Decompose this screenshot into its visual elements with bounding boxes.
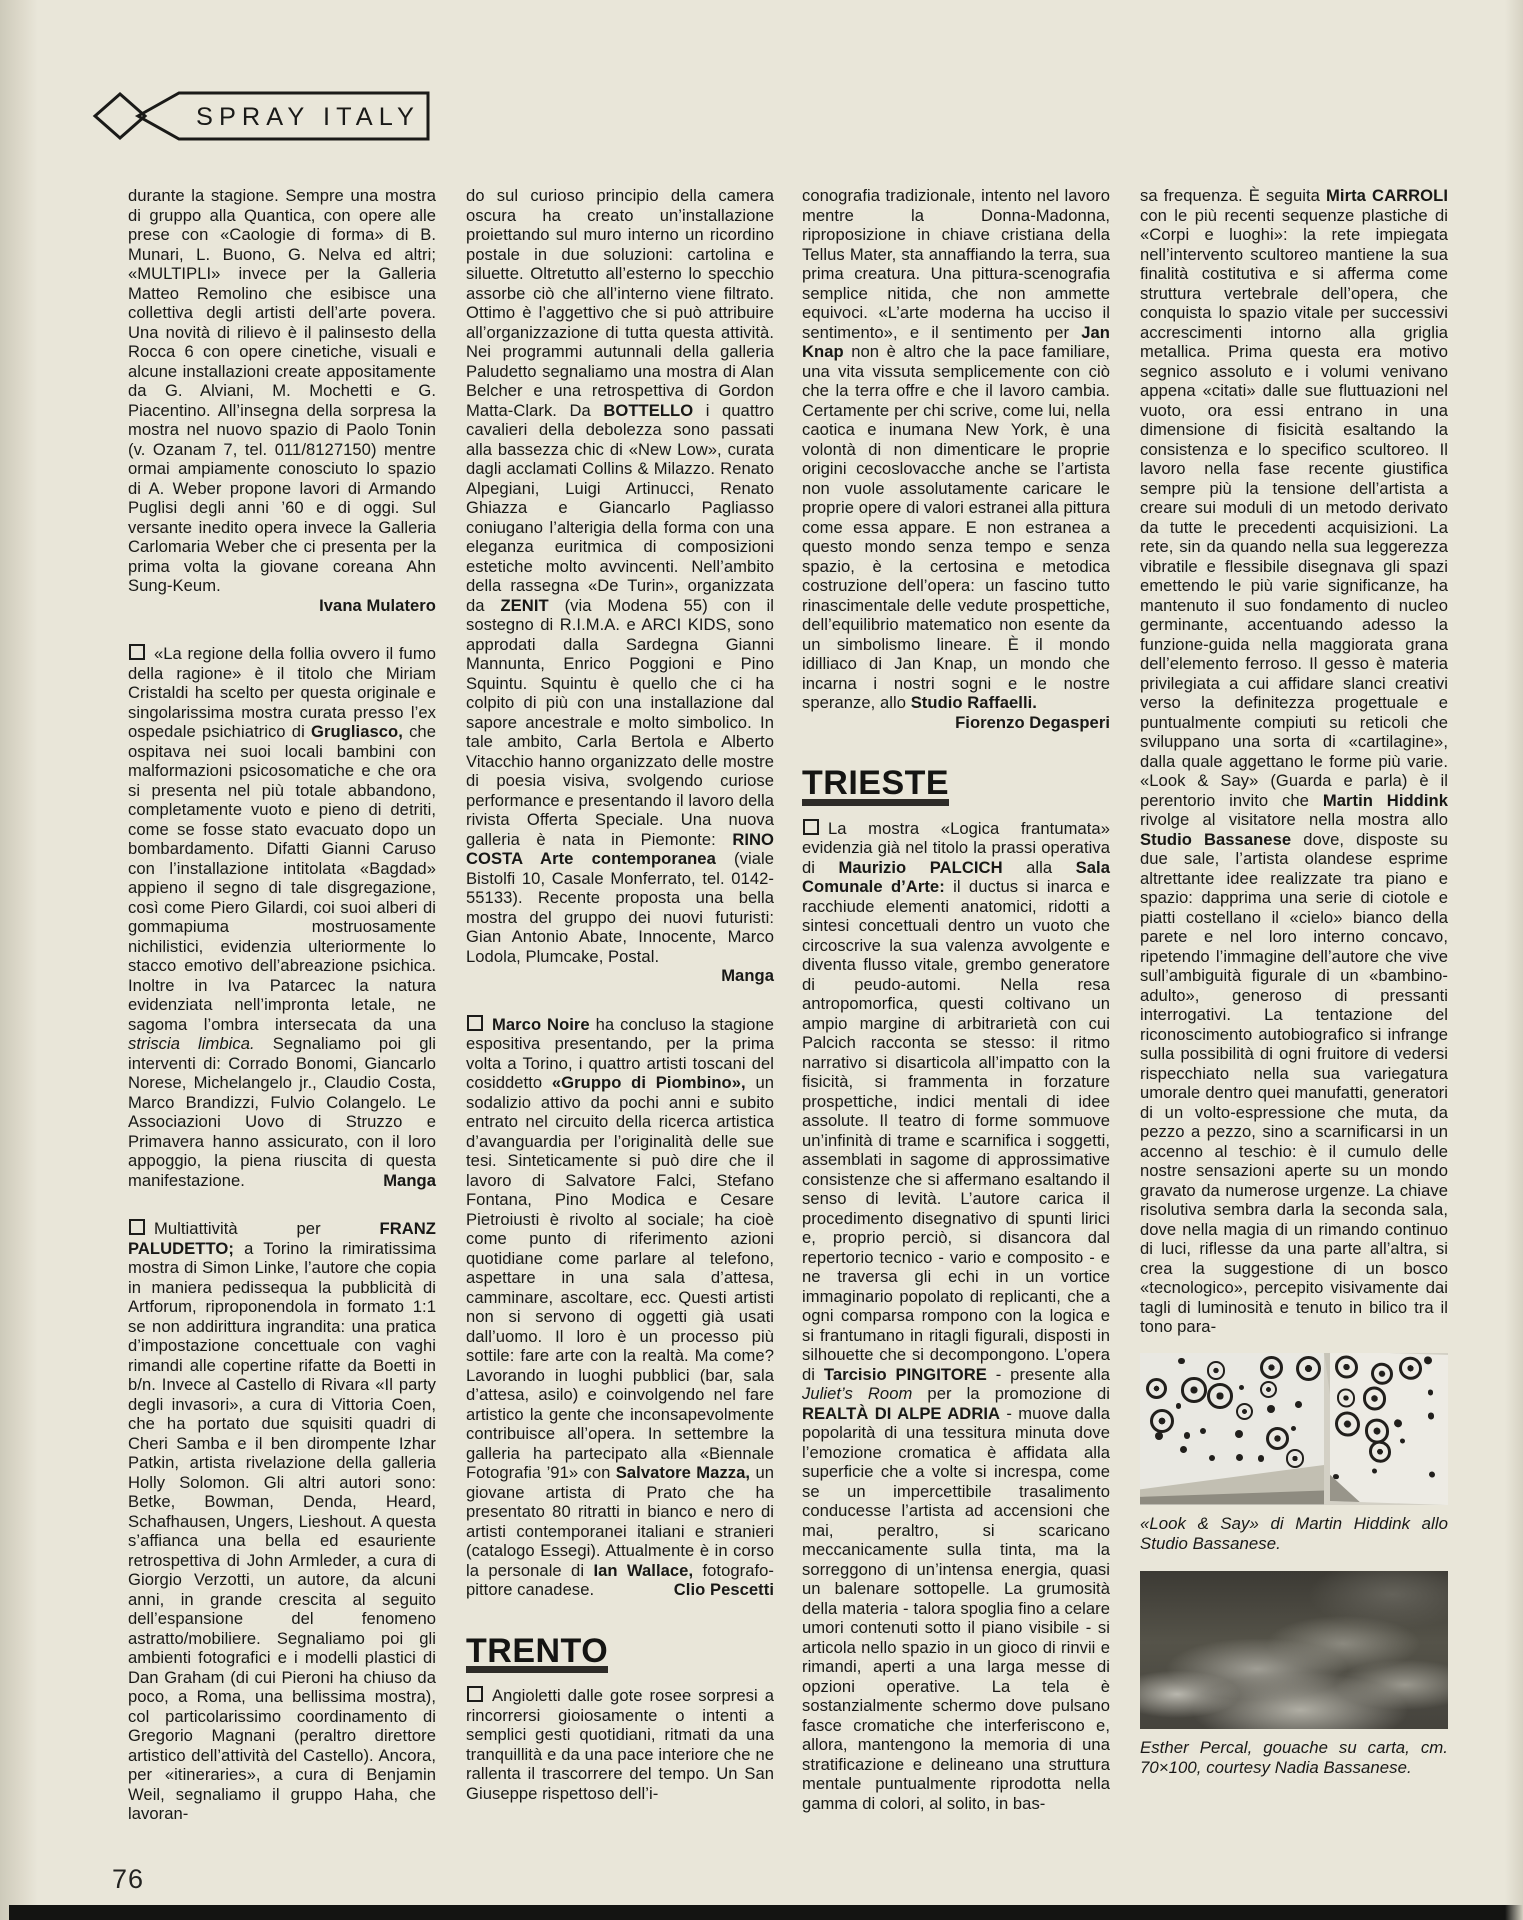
- section-title: SPRAY ITALY: [196, 103, 420, 131]
- body-text: do sul curioso principio della camera oscura ha creato un’installazione proiettando sul muro interno un ricordino postale in due soluzioni: cartolina e siluette. Oltretutto all’esterno lo specchio assorbe ciò che all’interno viene filtrato. Ottimo è l’aggettivo che si può attribuire all’organizzazione di tutta questa attività. Nei programmi autunnali della galleria Paludetto segnaliamo una mostra di Alan Belcher e una retrospettiva di Gordon Matta-Clark. Da: [466, 186, 774, 420]
- plate-dot-icon: [1150, 1409, 1174, 1433]
- plate-dot-icon: [1239, 1385, 1244, 1390]
- spray-italy-banner: [82, 84, 434, 148]
- paragraph: [802, 819, 1110, 1814]
- body-text: ha concluso la stagione espositiva presentando, per la prima volta a Torino, i quattro artisti toscani del cosiddetto: [466, 1014, 774, 1092]
- paragraph: [802, 186, 1110, 713]
- italic-text: Juliet’s Room: [802, 1384, 913, 1403]
- plate-dot-icon: [1178, 1358, 1185, 1365]
- author-signature: Fiorenzo Degasperi: [955, 712, 1110, 732]
- bold-text: Martin Hiddink: [1322, 790, 1448, 810]
- body-text: Segnaliamo poi gli interventi di: Corrado Bonomi, Giancarlo Norese, Michelangelo jr., Claudio Costa, Marco Brandizzi, Fulvio Colangelo. Le Associazioni Uovo di Struzzo e Primavera hanno assicurato, con il loro appoggio, la piena riuscita di questa manifestazione.: [128, 1034, 436, 1190]
- plate-dot-icon: [1335, 1411, 1360, 1437]
- city-heading-text: TRENTO: [466, 1642, 608, 1674]
- italic-text: striscia limbica.: [128, 1034, 255, 1053]
- page-edge-bar: [9, 1905, 1523, 1920]
- plate-dot-icon: [1363, 1386, 1387, 1411]
- body-text: un giovane artista di Prato che ha presentato 80 ritratti in bianco e nero di artisti contemporanei italiani e stranieri (catalogo Essegi). Attualmente è in corso la personale di: [466, 1463, 775, 1580]
- body-text: con le più recenti sequenze plastiche di «Corpi e luoghi»: la rete impiegata nell’intervento scultoreo mantiene la sua finalità costitutiva e si afferma come struttura vertebrale dell’opera, che conquista lo spazio vitale per successivi accrescimenti intorno alla griglia metallica. Prima questa era motivo segnico assoluto e i volumi venivano appena «citati» dalle sue fluttuazioni nel vuoto, ora essi entrano in una dimensione di fisicità esaltando la consistenza e lo specifico scultoreo. Il lavoro nella fase recente giustifica sempre più la tensione dell’artista a creare sui moduli di un metodo derivato da tutte le precedenti acquisizioni. La rete, sin da quando nella sua leggerezza vibratile e flessibile disegnava gli spazi emettendo le più varie significanze, ha mantenuto il suo fondamento di nucleo germinante, accentuando adesso la funzione-guida nella maggiorata grana dell’elemento ferroso. Il gesso è materia privilegiata a cui affidare slanci creativi verso la definitezza progettuale e puntualmente compiuti su reticoli che sviluppano una sorta di «cartilagine», dalla quale aggettano le forme più varie. «Look & Say» (Guarda e parla) è il perentorio invito che: [1140, 205, 1448, 810]
- section-header: [82, 84, 434, 153]
- plate-dot-icon: [1260, 1356, 1283, 1379]
- city-heading: [802, 764, 1110, 806]
- paragraph: [466, 186, 774, 966]
- body-text: Multiattività per: [154, 1219, 380, 1238]
- plate-dot-icon: [1236, 1454, 1243, 1461]
- plate-dot-icon: [1209, 1455, 1215, 1461]
- figure-caption: [1140, 1738, 1448, 1779]
- italic-text: «Look & Say» di Martin Hiddink allo Studio Bassanese.: [1140, 1513, 1448, 1553]
- paragraph: [466, 1015, 774, 1600]
- plate-dot-icon: [1235, 1430, 1243, 1438]
- paragraph: [1140, 186, 1448, 1337]
- plate-dot-icon: [1400, 1438, 1405, 1443]
- city-heading: [466, 1631, 774, 1674]
- paragraph: [128, 186, 436, 596]
- bold-text: Tarcisio PINGITORE: [823, 1364, 987, 1384]
- plate-dot-icon: [1181, 1377, 1206, 1402]
- gallery-wall-right: [1330, 1353, 1448, 1505]
- author-signature: Clio Pescetti: [673, 1580, 774, 1599]
- body-text: conografia tradizionale, intento nel lavoro mentre la Donna-Madonna, riproposizione in chiave cristiana della Tellus Mater, sta annaffiando la terra, sua prima creatura. Una pittura-scenografia semplice nitida, che non ammette equivoci. «L’arte moderna ha ucciso il sentimento», e il sentimento per: [802, 186, 1110, 342]
- bold-text: Studio Bassanese: [1140, 829, 1292, 849]
- checkbox-icon: [467, 1686, 483, 1702]
- plate-dot-icon: [1286, 1449, 1304, 1467]
- plate-dot-icon: [1429, 1471, 1435, 1477]
- plate-dot-icon: [1372, 1467, 1378, 1473]
- body-text: rivolge al visitatore nella mostra allo: [1140, 810, 1448, 829]
- plate-dot-icon: [1428, 1389, 1434, 1395]
- plate-dot-icon: [1200, 1428, 1206, 1434]
- author-signature: Manga: [721, 966, 774, 985]
- bold-text: Sala Comunale d’Arte:: [802, 857, 1110, 896]
- paragraph: [128, 1219, 436, 1824]
- plate-dot-icon: [1207, 1383, 1233, 1409]
- body-text: un sodalizio attivo da pochi anni e subito entrato nel circuito della ricerca artistica d’avanguardia per l’originalità delle sue tesi. Sinteticamente si può dire che il lavoro di Salvatore Falci, Stefano Fontana, Pino Modica e Cesare Pietroiusti è rivolto al sociale; ha cioè come punto di riferimento azioni quotidiane come parlare al telefono, aspettare in una sala d’attesa, camminare, ascoltare, ecc. Questi artisti non si servono di oggetti già usati dall’uomo. Il loro è un processo più sottile: fare arte con la realtà. Ma come? Lavorando in luoghi pubblici (bar, sala d’attesa, asilo) e coinvolgendo nel fare artistico la gente che inconsapevolmente contribuisce all’opera. In settembre la galleria ha partecipato alla «Biennale Fotografia ’91» con: [466, 1073, 774, 1482]
- plate-dot-icon: [1337, 1388, 1355, 1407]
- body-text: per la promozione di: [912, 1384, 1110, 1403]
- body-text: sa frequenza. È seguita: [1140, 186, 1327, 205]
- checkbox-icon: [129, 1219, 145, 1235]
- column-1: [128, 186, 436, 1824]
- plate-dot-icon: [1258, 1455, 1265, 1462]
- paragraph: [466, 1686, 774, 1803]
- paragraph: [128, 644, 436, 1190]
- body-text: Angioletti dalle gote rosee sorpresi a rincorrersi gioiosamente o intenti a semplici gesti quotidiani, ritmati da una tranquillità e da una pace interiore che ne rallenta il trascorrere del tempo. Un San Giuseppe rispettoso dell’i-: [466, 1686, 774, 1803]
- column-3: [802, 186, 1110, 1813]
- body-text: fotografo-pittore canadese.: [466, 1560, 775, 1599]
- plate-dot-icon: [1260, 1381, 1277, 1398]
- bold-text: FRANZ PALUDETTO;: [128, 1219, 436, 1258]
- plate-dot-icon: [1176, 1403, 1181, 1408]
- plate-dot-icon: [1155, 1432, 1163, 1440]
- body-text: - muove dalla popolarità di una tessitura minuta dove l’emozione cromatica è affidata alla superficie che a volte si increspa, come se un impercettibile trasalimento conducesse l’artista ad accensioni che mai, peraltro, si scaricano meccanicamente sulla tinta, ma la sorreggono di un’intensa energia, quasi un balenare sottopelle. La grumosità della materia - talora spoglia fino a celare umori contenuti sotto il piano visibile - si articola nello spazio in un gioco di rinvii e rimandi, aperti a una larga messe di opzioni operative. La tela è sostanzialmente schermo dove pulsano fasce cromatiche che interferiscono e, allora, mantengono la memoria di una stratificazione e delineano una struttura mentale puntualmente riprodotta nella gamma di colori, al solito, in bas-: [802, 1403, 1110, 1813]
- gallery-wall-left: [1140, 1353, 1324, 1505]
- bold-text: BOTTELLO: [603, 400, 694, 420]
- plate-dot-icon: [1184, 1432, 1191, 1439]
- plate-dot-icon: [1291, 1426, 1297, 1432]
- bold-text: Mirta CARROLI: [1326, 186, 1448, 205]
- figure-caption: [1140, 1514, 1448, 1555]
- body-text: alla: [1002, 857, 1076, 877]
- plate-dot-icon: [1333, 1473, 1339, 1479]
- bold-text: REALTÀ DI ALPE ADRIA: [802, 1403, 1001, 1423]
- plate-dot-icon: [1369, 1440, 1391, 1462]
- plate-dot-icon: [1207, 1361, 1226, 1380]
- page-number: 76: [112, 1864, 145, 1894]
- body-text: (viale Bistolfi 10, Casale Monferrato, tel. 0142-55133). Recente proposta una bella mostra del gruppo dei nuovi futuristi: Gian Antonio Abate, Innocente, Marco Lodola, Plumcake, Postal.: [466, 849, 774, 966]
- body-text: (via Modena 55) con il sostegno di R.I.M.A. e ARCI KIDS, sono approdati dalla Sardegna Gianni Mannunta, Enrico Poggioni e Pino Squintu. Squintu è quello che ci ha colpito di più con una installazione dal sapore ancestrale e molto simbolico. In tale ambito, Carla Bertola e Alberto Vitacchio hanno organizzato delle mostre di poesia visiva, svolgendo curiose performance e presentando il lavoro della rivista Offerta Speciale. Una nuova galleria è nata in Piemonte:: [466, 595, 775, 849]
- plate-dot-icon: [1266, 1427, 1289, 1450]
- column-2: [466, 186, 774, 1803]
- bold-text: Grugliasco,: [311, 722, 403, 741]
- bold-text: Studio Raffaelli.: [910, 693, 1037, 712]
- body-text: «La regione della follia ovvero il fumo della ragione» è il titolo che Miriam Cristaldi ha scelto per questa originale e singolarissima mostra curata presso l’ex ospedale psichiatrico di: [128, 644, 436, 741]
- artwork-photo-look-and-say: [1140, 1353, 1448, 1505]
- body-text: dove, disposte su due sale, l’artista olandese esprime altrettante idee realizzate tra piano e spazio: dapprima una serie di ciotole e piatti costellano il «cielo» bianco della parete e nel loro interno concavo, ripetendo l’immagine dell’autore che vive sull’ambiguità figurale di un «bambino-adulto», generoso di pressanti interrogativi. La tentazione del riconoscimento autobiografico si infrange sulla possibilità di ogni fruitore di vedersi rispecchiato nella sua variegatura umorale dentro quei manufatti, generatori di un volto-espressione che muta, da pezzo a pezzo, sino a scarnificarsi in un accenno al teschio: è il cumulo delle nostre sensazioni aperte su un mondo gravato da numerose urgenze. La chiave risolutiva sembra darla la seconda sala, dove nella magia di un rimando continuo di luci, riflesse da una parte all’altra, si crea la suggestione di un bosco «tecnologico», percepito visivamente dai tagli di luminosità e tenuto in bilico tra il tono para-: [1140, 829, 1449, 1336]
- bold-text: ZENIT: [500, 595, 549, 615]
- plate-dot-icon: [1335, 1354, 1358, 1378]
- body-text: il ductus si inarca e racchiude elementi anatomici, ridotti a sintesi concettuali dentro un vuoto che circoscrive la sua valenza avvolgente e diventa flusso vitale, grembo generatore di peudo-automi. Nella resa antropomorfica, questi coltivano un ampio margine di arbitrarietà con cui Palcich racconta se stesso: il ritmo narrativo si disarticola all’impatto con la fisicità, si frammenta in forzature prospettiche, indici mentali di idee assolute. Il teatro di forme sommuove un’infinità di trame e scarnifica i soggetti, assemblati in sagome di approssimative consistenze che si affermano esaltando il senso di levità. L’autore carica il procedimento disegnativo di spunti lirici e, proprio perciò, si disancora dal repertorio tecnico - vario e composito - e ne traversa gli echi in un vortice immaginario popolato di replicanti, che a ogni comparsa rompono con la logica e si frantumano in ritagli figurali, disposti in silhouette che si decompongono. L’opera di: [802, 877, 1111, 1384]
- bold-text: RINO COSTA Arte contemporanea: [466, 829, 774, 868]
- body-text: i quattro cavalieri della debolezza sono passati alla bassezza chic di «New Low», curata dagli acclamati Collins & Milazzo. Renato Alpegiani, Luigi Artinucci, Renato Ghiazza e Giancarlo Pagliasso coniugano l’alterigia della forma con una eleganza euritmica di composizioni estetiche molto avvincenti. Nell’ambito della rassegna «De Turin», organizzata da: [466, 400, 774, 615]
- plate-dot-icon: [1236, 1403, 1253, 1420]
- checkbox-icon: [129, 644, 145, 660]
- body-text: non è altro che la pace familiare, una vita vissuta semplicemente con ciò che la terra offre e che il lavoro cambia. Certamente per chi scrive, come lui, nella caotica e inumana New York, è una volontà di non dimenticare le proprie origini cecoslovacche anche se l’artista non vuole assolutamente caricare le proprie opere di valori estranei alla pittura come essa appare. E non estranea a questo mondo senza tempo e senza spazio, è la certosina e metodica costruzione dell’opera: un fascino tutto rinascimentale delle vedute prospettiche, dell’equilibrio matematico non esente da un simbolismo lineare. È il mondo idilliaco di Jan Knap, un mondo che incarna i nostri sogni e le nostre speranze, allo: [802, 342, 1110, 712]
- plate-dot-icon: [1146, 1378, 1167, 1399]
- plate-dot-icon: [1296, 1356, 1321, 1381]
- body-text: a Torino la rimiratissima mostra di Simon Linke, l’autore che copia in maniera pedissequa la pubblicità di Artforum, riproponendola in formato 1:1 se non addirittura ingrandita: una pratica d’impostazione concettuale con vaghi rimandi alle copertine rifatte da Boetti in b/n. Invece al Castello di Rivara «Il party degli invasori», a cura di Vittoria Coen, che ha portato due squisiti quadri di Cheri Samba e il ben dirompente Izhar Patkin, artista rivelazione della galleria Holly Solomon. Gli altri autori sono: Betke, Bowman, Denda, Heard, Schafhausen, Ungers, Lieshout. A questa s’affianca una bella ed esauriente retrospettiva di John Armleder, a cura di Giorgio Verzotti, un autore, da alcuni anni, in grande crescita al seguito dell’espansione del fenomeno astratto/mobiliere. Segnaliamo poi gli ambienti fotografici e i modelli plastici di Dan Graham (di cui Pieroni ha chiuso da poco, a Roma, una bellissima mostra), col particolarissimo coordinamento di Gregorio Magnani (peraltro direttore artistico dell’attività del Castello). Ancora, per «itineraries», a cura di Benjamin Weil, segnaliamo il gruppo Haha, che lavoran-: [128, 1238, 436, 1823]
- checkbox-icon: [467, 1015, 483, 1031]
- checkbox-icon: [803, 819, 819, 835]
- body-text: La mostra «Logica frantumata» evidenzia già nel titolo la prassi operativa di: [802, 818, 1110, 877]
- bold-text: Salvatore Mazza,: [615, 1463, 751, 1482]
- figure: [1140, 1353, 1448, 1555]
- plate-dot-icon: [1180, 1446, 1187, 1453]
- plate-dot-icon: [1428, 1412, 1435, 1419]
- plate-dot-icon: [1365, 1418, 1390, 1444]
- figure: [1140, 1571, 1448, 1779]
- plate-dot-icon: [1399, 1356, 1422, 1380]
- author-signature: Manga: [383, 1170, 436, 1190]
- plate-dot-icon: [1371, 1362, 1394, 1386]
- bold-text: «Gruppo di Piombino»,: [551, 1073, 746, 1092]
- bold-text: Maurizio PALCICH: [838, 857, 1003, 877]
- plate-dot-icon: [1394, 1418, 1402, 1427]
- bold-text: Jan Knap: [802, 322, 1110, 361]
- city-heading-text: TRIESTE: [802, 774, 949, 806]
- column-4: [1140, 186, 1448, 1779]
- plate-dot-icon: [1267, 1405, 1275, 1413]
- author-signature: Ivana Mulatero: [319, 595, 436, 615]
- body-text: che ospitava nei suoi locali bambini con malformazioni psicosomatiche e che ora si presenta nel più totale abbandono, completamente vuoto e pieno di detriti, come se fosse stato evacuato dopo un bombardamento. Difatti Gianni Caruso con l’installazione intitolata «Bagdad» appieno il segno di tale disgregazione, così come Piero Gilardi, coi suoi alberi di gommapiuma mostruosamente nichilistici, evidenzia ulteriormente lo stacco emotivo dell’abreazione psichica. Inoltre in Iva Patarcec la natura evidenziata nell’impronta letale, ne sagoma l’ombra intersecata da una: [128, 722, 436, 1034]
- italic-text: Esther Percal, gouache su carta, cm. 70×100, courtesy Nadia Bassanese.: [1140, 1737, 1448, 1777]
- bold-text: Marco Noire: [492, 1014, 590, 1034]
- artwork-photo-gouache: [1140, 1571, 1448, 1729]
- body-text: - presente alla: [986, 1364, 1110, 1384]
- body-text: durante la stagione. Sempre una mostra di gruppo alla Quantica, con opere alle prese con «Caologie di forma» di B. Munari, L. Buono, G. Nelva ed altri; «MULTIPLI» invece per la Galleria Matteo Remolino che esibisce una collettiva degli artisti dell’arte povera. Una novità di rilievo è il palinsesto della Rocca 6 con opere cinetiche, visuali e alcune installazioni create appositamente da G. Alviani, M. Mochetti e G. Piacentino. All’insegna della sorpresa la mostra nel nuovo spazio di Paolo Tonin (v. Ozanam 7, tel. 011/8127150) mentre ormai ampiamente conosciuto lo spazio di A. Weber propone lavori di Armando Puglisi degli anni ’60 e di oggi. Sul versante inedito opera invece la Galleria Carlomaria Weber che ci presenta per la prima volta la giovane coreana Ahn Sung-Keum.: [128, 186, 436, 595]
- plate-dot-icon: [1424, 1356, 1432, 1364]
- plate-dot-icon: [1295, 1401, 1302, 1408]
- bold-text: Ian Wallace,: [593, 1560, 694, 1580]
